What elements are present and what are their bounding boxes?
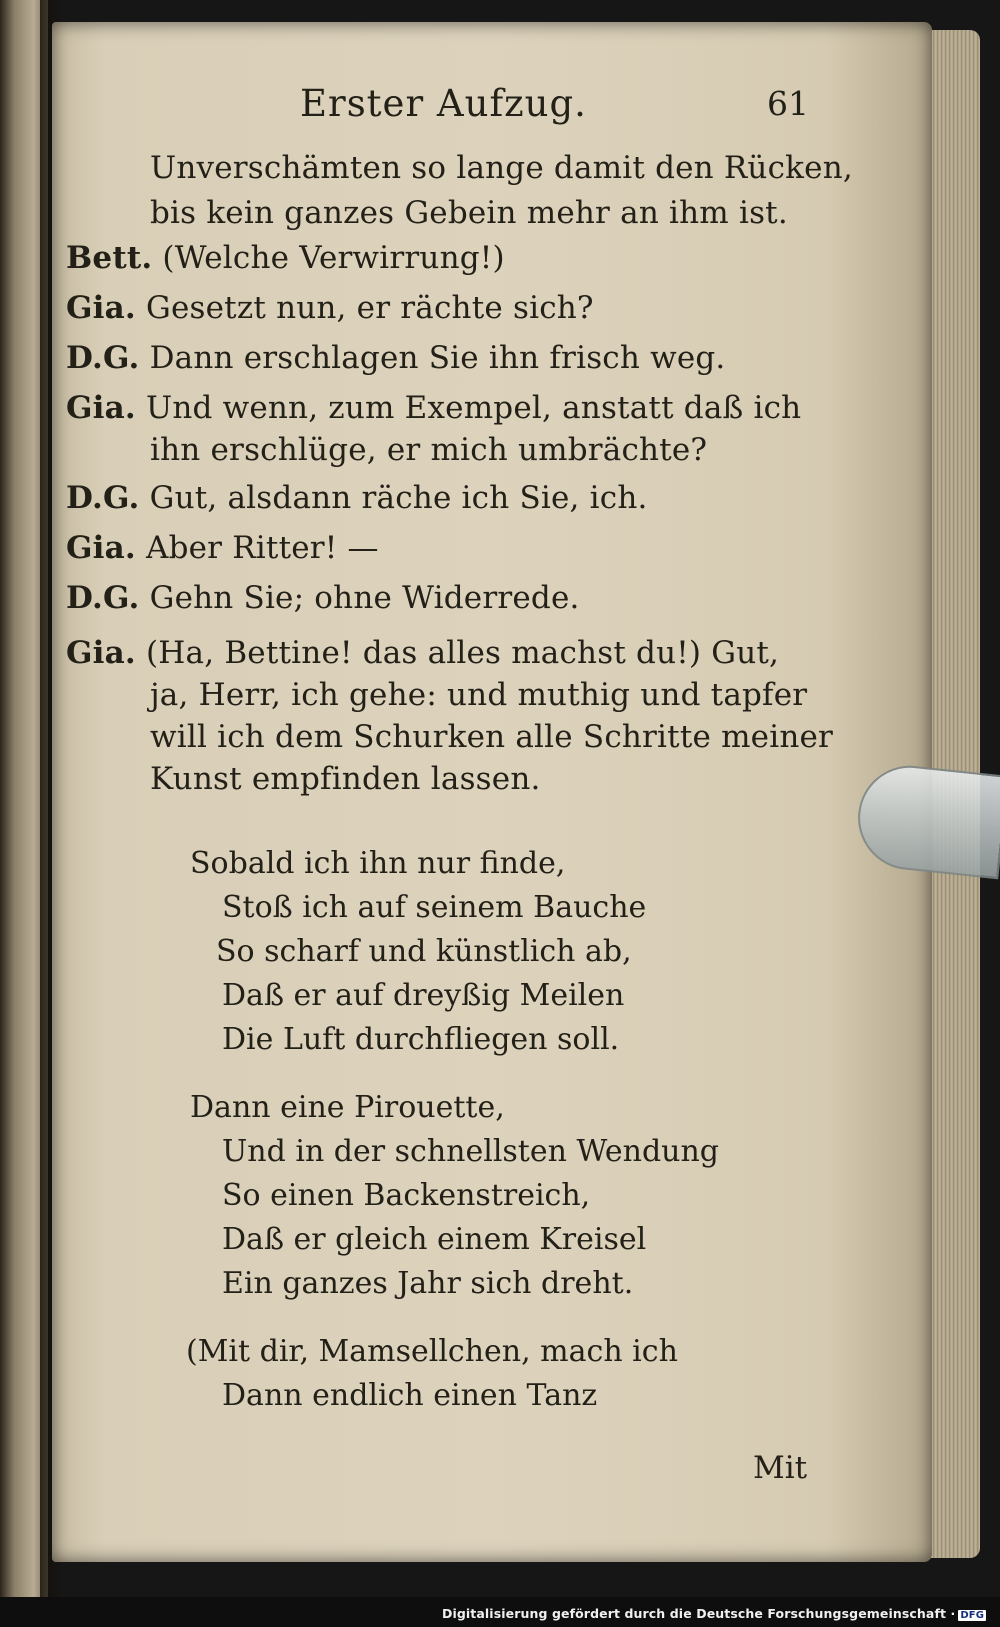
line-text: Gesetzt nun, er rächte sich?	[146, 290, 594, 326]
verse-line: Daß er gleich einem Kreisel	[222, 1222, 647, 1257]
verse-line: Stoß ich auf seinem Bauche	[222, 890, 647, 925]
running-header: Erster Aufzug.	[300, 82, 587, 125]
verse-line: Und in der schnellsten Wendung	[222, 1134, 719, 1169]
dialogue-line	[66, 340, 725, 376]
line-text: ja, Herr, ich gehe: und muthig und tapfer	[150, 677, 808, 713]
line-text: Unverschämten so lange damit den Rücken,	[150, 150, 853, 186]
verse-line: (Mit dir, Mamsellchen, mach ich	[186, 1334, 678, 1369]
line-text: ihn erschlüge, er mich umbrächte?	[150, 432, 708, 468]
speaker-label: Gia.	[66, 530, 136, 566]
dialogue-line	[66, 390, 801, 426]
line-text: Und wenn, zum Exempel, anstatt daß ich	[146, 390, 802, 426]
dialogue-line	[66, 635, 779, 671]
speaker-label: Gia.	[66, 635, 136, 671]
dfg-logo: DFG	[960, 1610, 984, 1621]
verse-line: Dann eine Pirouette,	[190, 1090, 505, 1125]
page-number: 61	[767, 84, 809, 123]
line-text: (Welche Verwirrung!)	[162, 240, 505, 276]
line-text: Gehn Sie; ohne Widerrede.	[149, 580, 580, 616]
credit-text: Digitalisierung gefördert durch die Deutsche Forschungsgemeinschaft ·	[442, 1606, 956, 1621]
speaker-label: Bett.	[66, 240, 153, 276]
verse-line: Sobald ich ihn nur finde,	[190, 846, 566, 881]
speaker-label: D.G.	[66, 480, 140, 516]
verse-line: Ein ganzes Jahr sich dreht.	[222, 1266, 634, 1301]
dialogue-line	[150, 761, 541, 797]
verse-line: Die Luft durchfliegen soll.	[222, 1022, 620, 1057]
speaker-label: D.G.	[66, 580, 140, 616]
dialogue-line	[66, 530, 379, 566]
dialogue-line	[66, 580, 580, 616]
speaker-label: Gia.	[66, 290, 136, 326]
dialogue-line	[66, 240, 505, 276]
dialogue-line	[66, 290, 594, 326]
dialogue-line	[150, 719, 833, 755]
verse-line: Daß er auf dreyßig Meilen	[222, 978, 625, 1013]
verse-line: So einen Backenstreich,	[222, 1178, 591, 1213]
line-text: bis kein ganzes Gebein mehr an ihm ist.	[150, 195, 788, 231]
digitization-credit	[442, 1606, 986, 1621]
line-text: will ich dem Schurken alle Schritte meiner	[150, 719, 834, 755]
catchword: Mit	[753, 1450, 808, 1486]
line-text: Dann erschlagen Sie ihn frisch weg.	[149, 340, 726, 376]
speaker-label: D.G.	[66, 340, 140, 376]
footer-bar	[0, 1597, 1000, 1627]
line-text: Aber Ritter! —	[146, 530, 379, 566]
dialogue-line	[150, 195, 788, 231]
dialogue-line	[150, 677, 807, 713]
dialogue-line	[150, 150, 853, 186]
speaker-label: Gia.	[66, 390, 136, 426]
dialogue-line	[150, 432, 707, 468]
line-text: Kunst empfinden lassen.	[150, 761, 541, 797]
verse-line: Dann endlich einen Tanz	[222, 1378, 598, 1413]
line-text: (Ha, Bettine! das alles machst du!) Gut,	[146, 635, 780, 671]
line-text: Gut, alsdann räche ich Sie, ich.	[149, 480, 648, 516]
dialogue-line	[66, 480, 648, 516]
verse-line: So scharf und künstlich ab,	[216, 934, 632, 969]
